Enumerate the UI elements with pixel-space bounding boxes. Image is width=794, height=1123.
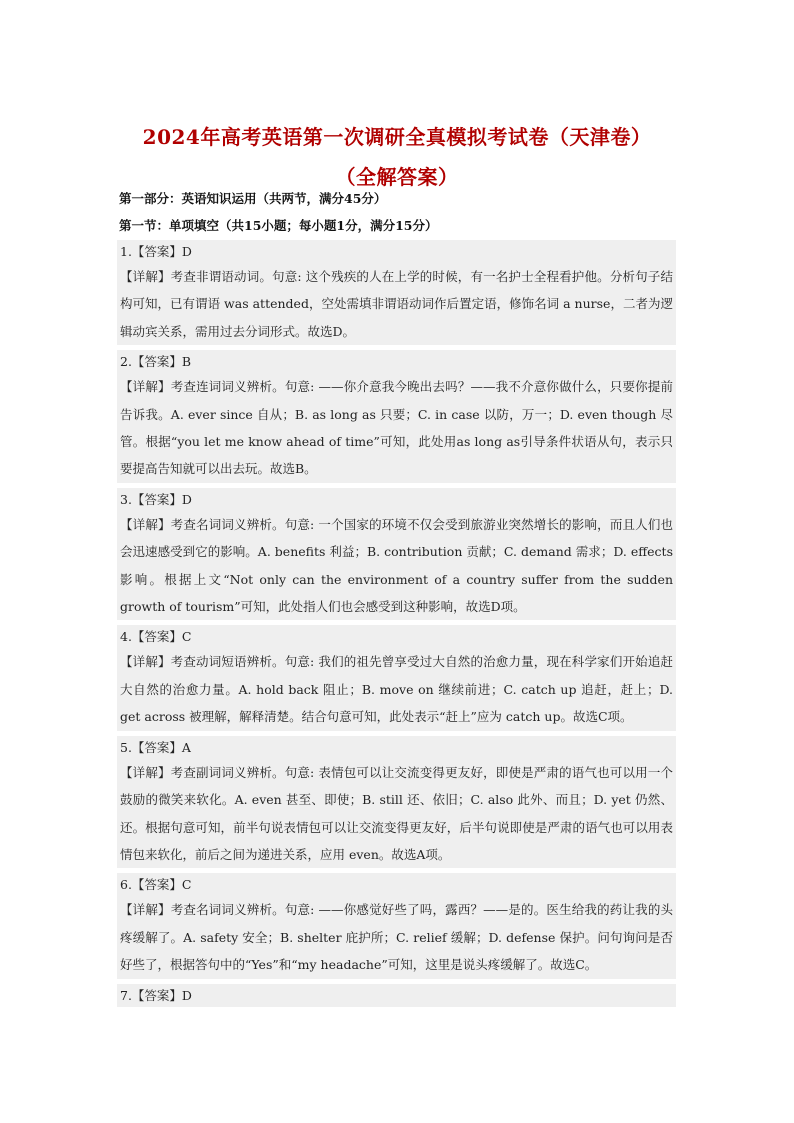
answer-explanation: 【详解】考查名词词义辨析。句意: 一个国家的环境不仅会受到旅游业突然增长的影响，而且人们也会迅速感受到它的影响。A. benefits 利益；B. contribution 贡献；C. demand 需求；D. effects 影响。根据上文“Not only can the environment of a country suffer from the sudden growth of tourism”可知，此处指人们也会感受到这种影响，故选D项。 [120, 516, 673, 615]
answer-explanation: 【详解】考查副词词义辨析。句意: 表情包可以让交流变得更友好，即使是严肃的语气也可以用一个鼓励的微笑来软化。A. even 甚至、即使；B. still 还、依旧；C. also 此外、而且；D. yet 仍然、还。根据句意可知，前半句说表情包可以让交流变得更友好，后半句说即使是严肃的语气也可以用表情包来软化，前后之间为递进关系，应用 even。故选A项。 [120, 764, 673, 862]
answer-item [117, 240, 676, 345]
answer-key: 3.【答案】D [120, 491, 192, 507]
answer-item [117, 873, 676, 978]
answer-list [117, 240, 676, 1012]
section-heading-part1-sec1: 第一节：单项填空（共15小题；每小题1分，满分15分） [119, 218, 438, 233]
answer-key: 7.【答案】D [120, 987, 192, 1003]
section-heading-part1: 第一部分：英语知识运用（共两节，满分45分） [119, 191, 387, 206]
answer-key: 4.【答案】C [120, 629, 192, 645]
answer-explanation: 【详解】考查动词短语辨析。句意: 我们的祖先曾享受过大自然的治愈力量，现在科学家们开始追赶大自然的治愈力量。A. hold back 阻止；B. move on 继续前进；C. catch up 追赶，赶上；D. get across 被理解，解释清楚。结合句意可知，此处表示“赶上”应为 catch up。故选C项。 [120, 654, 673, 725]
document-title: 2024年高考英语第一次调研全真模拟考试卷（天津卷） [142, 125, 652, 149]
answer-item [117, 736, 676, 869]
document-subtitle: （全解答案） [335, 165, 459, 189]
answer-explanation: 【详解】考查连词词义辨析。句意: ——你介意我今晚出去吗？——我不介意你做什么，只要你提前告诉我。A. ever since 自从；B. as long as 只要；C. in case 以防，万一；D. even though 尽管。根据“you let me know ahead of time”可知，此处用as long as引导条件状语从句，表示只要提高告知就可以出去玩。故选B。 [120, 379, 673, 477]
answer-key: 2.【答案】B [120, 354, 192, 370]
answer-key: 5.【答案】A [120, 739, 191, 755]
answer-key: 1.【答案】D [120, 244, 192, 259]
answer-item [117, 488, 676, 621]
answer-item [117, 984, 676, 1007]
answer-explanation: 【详解】考查非谓语动词。句意: 这个残疾的人在上学的时候，有一名护士全程看护他。分析句子结构可知，已有谓语 was attended，空处需填非谓语动词作后置定语，修饰名词 a nurse，二者为逻辑动宾关系，需用过去分词形式。故选D。 [120, 269, 673, 339]
answer-key: 6.【答案】C [120, 877, 192, 893]
answer-explanation: 【详解】考查名词词义辨析。句意: ——你感觉好些了吗，露西？——是的。医生给我的药让我的头疼缓解了。A. safety 安全；B. shelter 庇护所；C. relief 缓解；D. defense 保护。问句询问是否好些了，根据答句中的“Yes”和“my headache”可知，这里是说头疼缓解了。故选C。 [120, 902, 673, 973]
answer-item [117, 350, 676, 483]
answer-item [117, 625, 676, 730]
